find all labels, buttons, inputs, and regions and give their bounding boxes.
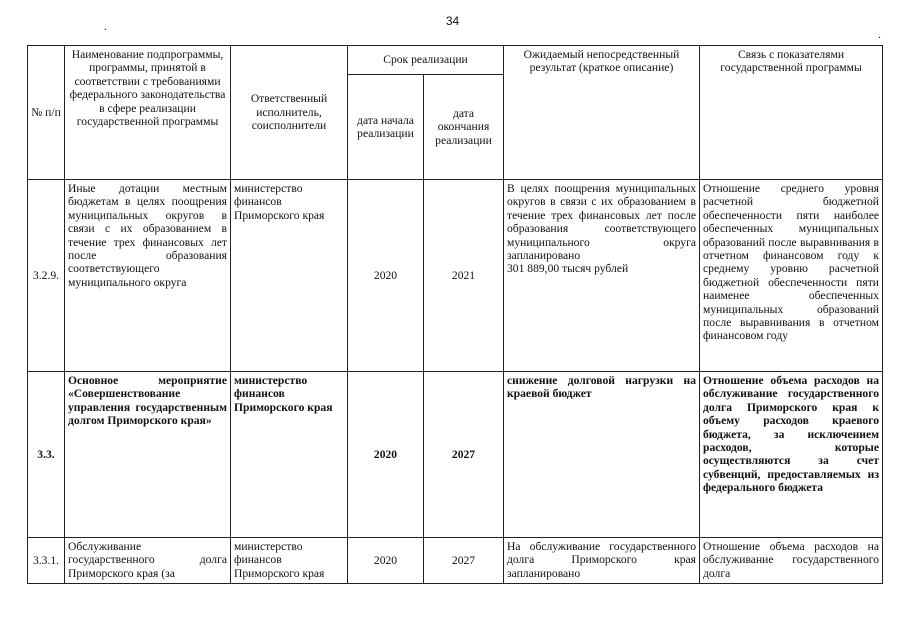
header-result: Ожидаемый непосредственный результат (краткое описание) <box>504 46 700 180</box>
program-table <box>27 45 883 584</box>
row-result: В целях поощрения муниципальных округов в связи с их образованием в течение трех финансовых лет после образования соответствующего муниципального округа запланировано 301 889,00 тысяч рублей <box>504 180 700 372</box>
row-end: 2027 <box>424 538 504 584</box>
row-start: 2020 <box>348 538 424 584</box>
table-header-row <box>28 46 883 75</box>
row-responsible: министерство финансов Приморского края <box>231 180 348 372</box>
page-number: 34 <box>445 14 460 28</box>
row-start: 2020 <box>348 372 424 538</box>
header-num: № п/п <box>28 46 65 180</box>
row-end: 2021 <box>424 180 504 372</box>
row-result: снижение долговой нагрузки на краевой бюджет <box>504 372 700 538</box>
header-start: дата начала реализации <box>348 75 424 180</box>
row-name: Основное мероприятие «Совершенствование управления государственным долгом Приморского края» <box>65 372 231 538</box>
row-link: Отношение объема расходов на обслуживание государственного долга <box>700 538 883 584</box>
scan-dot: . <box>104 19 107 33</box>
header-responsible: Ответственный исполнитель, соисполнители <box>231 46 348 180</box>
row-link: Отношение объема расходов на обслуживание государственного долга Приморского края к объему расходов краевого бюджета, за исключением расходов, которые осуществляются за счет субвенций, предоставляемых из федерального бюджета <box>700 372 883 538</box>
row-responsible: министерство финансов Приморского края <box>231 372 348 538</box>
row-name: Обслуживание государственного долга Приморского края (за <box>65 538 231 584</box>
header-period: Срок реализации <box>348 46 504 75</box>
scan-dot: . <box>878 27 881 41</box>
header-end: дата окончания реализации <box>424 75 504 180</box>
table-row <box>28 372 883 538</box>
row-num: 3.3. <box>28 372 65 538</box>
table-row <box>28 180 883 372</box>
row-link: Отношение среднего уровня расчетной бюджетной обеспеченности пяти наиболее обеспеченных муниципальных образований после выравнивания в отчетном финансовом году к среднему уровню расчетной бюджетной обеспеченности пяти наименее обеспеченных муниципальных образований после выравнивания в отчетном финансовом году <box>700 180 883 372</box>
table-row <box>28 538 883 584</box>
header-link: Связь с показателями государственной программы <box>700 46 883 180</box>
row-start: 2020 <box>348 180 424 372</box>
row-num: 3.3.1. <box>28 538 65 584</box>
row-result: На обслуживание государственного долга Приморского края запланировано <box>504 538 700 584</box>
header-name: Наименование подпрограммы, программы, принятой в соответствии с требованиями федерального законодательства в сфере реализации государственной программы <box>65 46 231 180</box>
row-num: 3.2.9. <box>28 180 65 372</box>
row-responsible: министерство финансов Приморского края <box>231 538 348 584</box>
row-name: Иные дотации местным бюджетам в целях поощрения муниципальных округов в связи с их образованием в течение трех финансовых лет после образования соответствующего муниципального округа <box>65 180 231 372</box>
row-end: 2027 <box>424 372 504 538</box>
